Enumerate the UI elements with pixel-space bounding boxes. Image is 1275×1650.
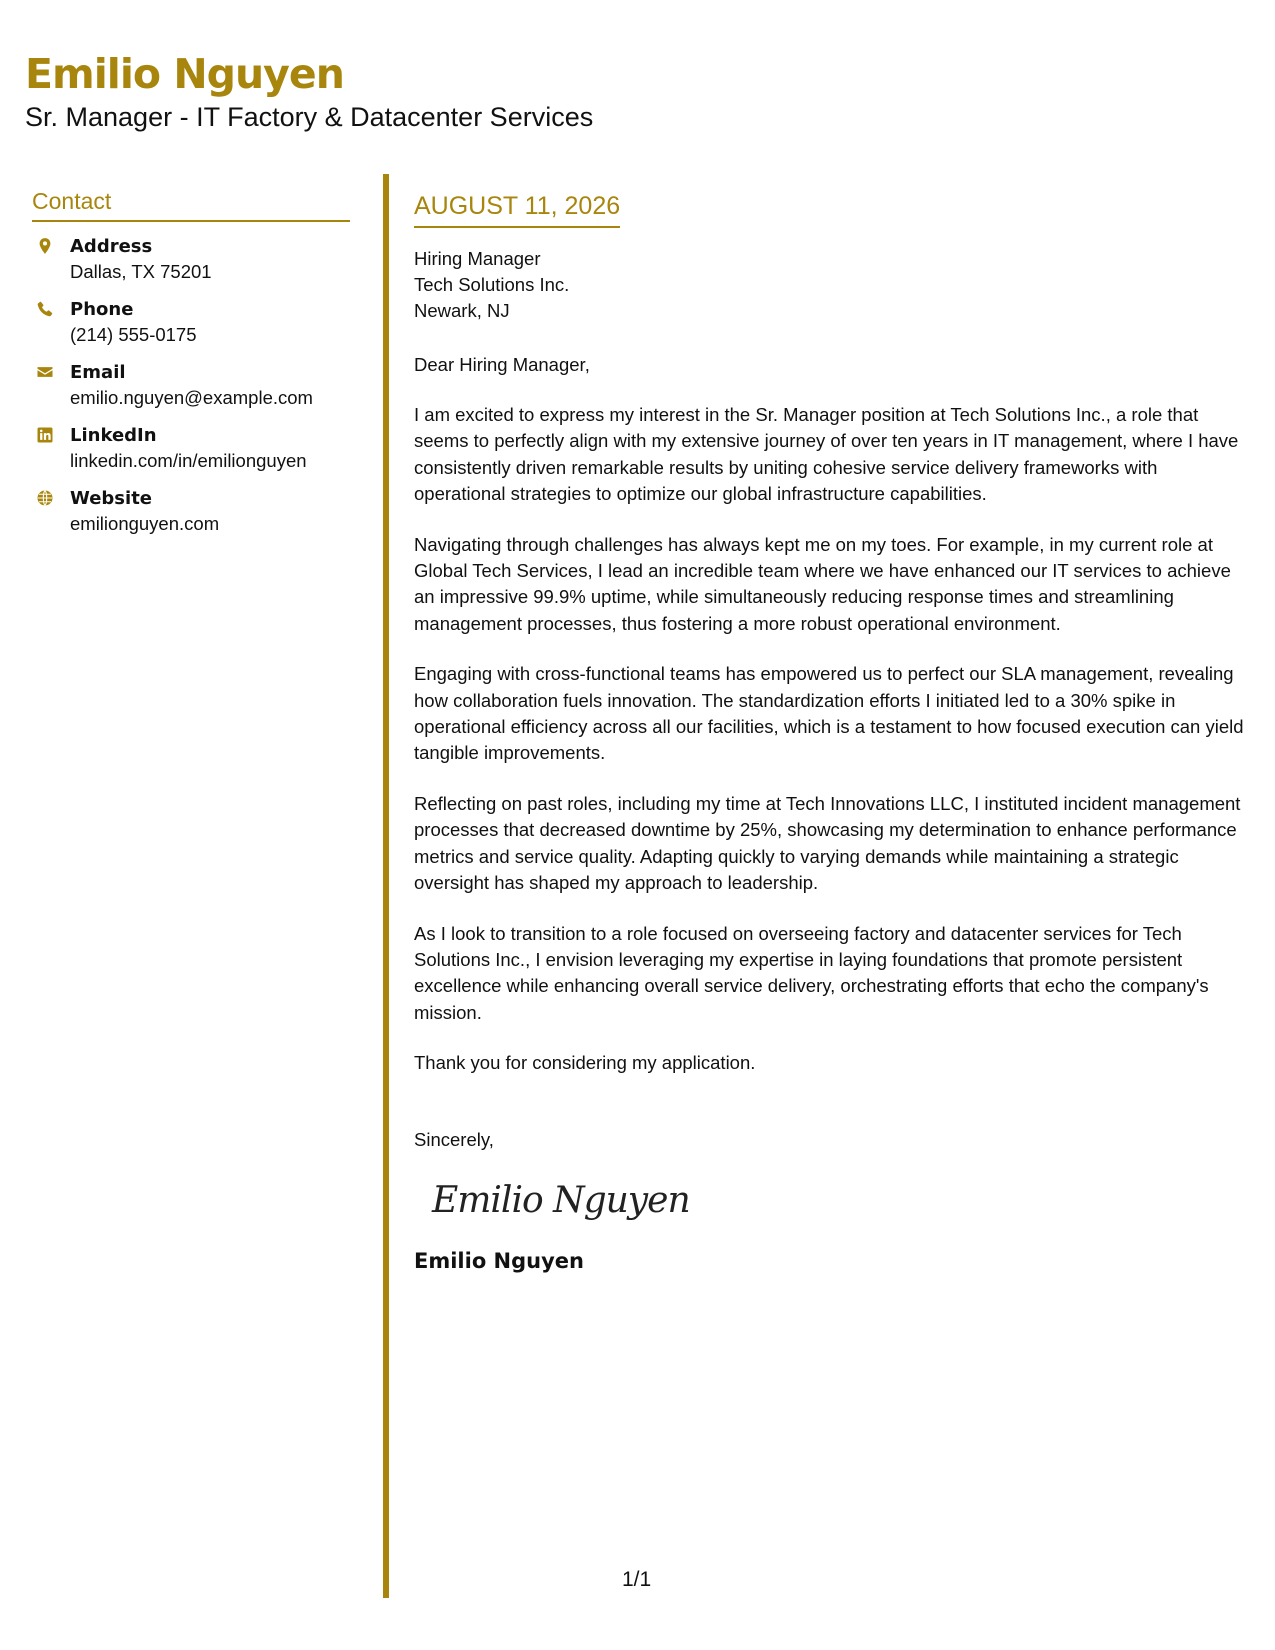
contact-item-website (32, 487, 350, 537)
contact-value: Dallas, TX 75201 (70, 261, 212, 282)
letter-paragraph: Engaging with cross-functional teams has empowered us to perfect our SLA management, revealing how collaboration fuels innovation. The standardization efforts I initiated led to a 30% spike in operational efficiency across all our facilities, which is a testament to how focused execution can yield tangible improvements. (414, 663, 1244, 764)
salutation: Dear Hiring Manager, (414, 354, 590, 375)
letter-header (25, 48, 593, 134)
handwritten-signature: Emilio Nguyen (432, 1179, 690, 1221)
letter-paragraph: As I look to transition to a role focused on overseeing factory and datacenter services for Tech Solutions Inc., I envision leveraging my expertise in laying foundations that promote persistent excellence while enhancing overall service delivery, orchestrating efforts that echo the company's mission. (414, 922, 1209, 1023)
contact-label: Website (70, 488, 153, 509)
contact-item-linkedin (32, 424, 350, 474)
contact-item-phone (32, 298, 350, 348)
applicant-title: Sr. Manager - IT Factory & Datacenter Services (25, 102, 594, 132)
column-divider (383, 174, 389, 1598)
recipient-line: Hiring Manager (414, 248, 541, 269)
envelope-icon (36, 363, 54, 381)
contact-label: Email (70, 362, 126, 383)
contact-value: (214) 555-0175 (70, 324, 197, 345)
letter-date: AUGUST 11, 2026 (414, 190, 620, 228)
recipient-line: Newark, NJ (414, 300, 510, 321)
letter-body (414, 190, 1254, 1275)
recipient-block (414, 246, 1254, 324)
closing: Sincerely, (414, 1128, 494, 1150)
recipient-line: Tech Solutions Inc. (414, 274, 570, 295)
contact-heading: Contact (32, 188, 350, 222)
phone-icon (36, 300, 54, 318)
contact-item-address (32, 235, 350, 285)
contact-label: LinkedIn (70, 425, 157, 446)
contact-item-email (32, 361, 350, 411)
globe-icon (36, 489, 54, 507)
applicant-name: Emilio Nguyen (25, 50, 344, 98)
linkedin-icon (36, 426, 54, 444)
signer-name: Emilio Nguyen (414, 1248, 584, 1273)
letter-paragraph: Navigating through challenges has always kept me on my toes. For example, in my current role at Global Tech Services, I lead an incredible team where we have enhanced our IT services to achieve an impressive 99.9% uptime, while simultaneously reducing response times and streamlining management processes, thus fostering a more robust operational environment. (414, 533, 1231, 634)
letter-paragraph: Reflecting on past roles, including my time at Tech Innovations LLC, I instituted incident management processes that decreased downtime by 25%, showcasing my determination to enhance performance metrics and service quality. Adapting quickly to varying demands while maintaining a strategic oversight has shaped my approach to leadership. (414, 792, 1241, 894)
letter-paragraph: Thank you for considering my application. (414, 1052, 756, 1074)
contact-value: linkedin.com/in/emilionguyen (70, 450, 307, 471)
contact-sidebar (32, 188, 350, 537)
letter-paragraph: I am excited to express my interest in the Sr. Manager position at Tech Solutions Inc., a role that seems to perfectly align with my extensive journey of over ten years in IT management, where I have consistently driven remarkable results by uniting cohesive service delivery frameworks with operational strategies to optimize our global infrastructure capabilities. (414, 404, 1239, 505)
page-number: 1/1 (622, 1568, 652, 1591)
map-pin-icon (36, 237, 54, 255)
contact-label: Address (70, 236, 153, 257)
contact-value: emilio.nguyen@example.com (70, 387, 313, 408)
contact-value: emilionguyen.com (70, 513, 220, 534)
contact-label: Phone (70, 299, 134, 320)
